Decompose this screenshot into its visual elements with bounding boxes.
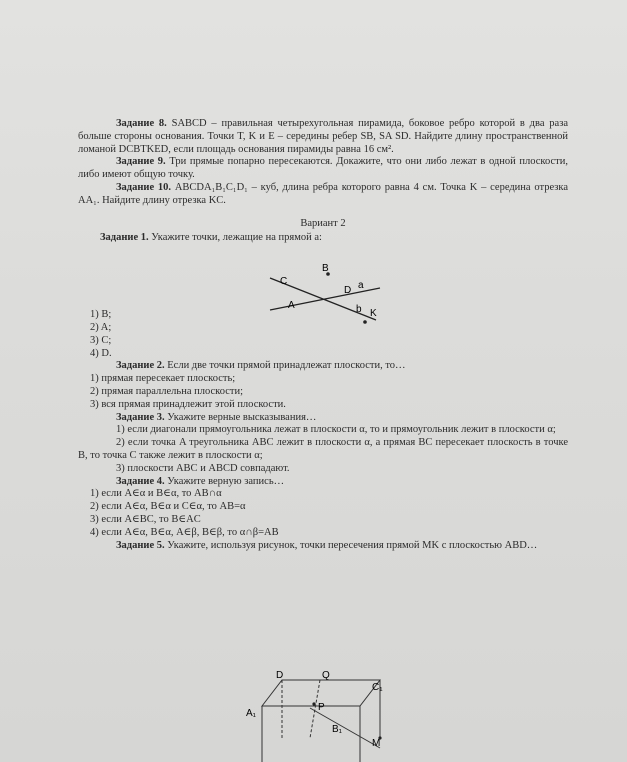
v2-task-2	[78, 360, 568, 373]
option: 3) плоскости ABC и ABCD совпадают.	[116, 462, 290, 474]
v2-task-3-options	[78, 424, 568, 475]
v2-task-4-options	[90, 488, 568, 539]
option: 2) если точка A треугольника ABC лежит в плоскости α, а прямая BC пересекает плоскость в точке B, то точка C также лежит в плоскости α;	[78, 437, 568, 461]
label-B1: B₁	[332, 724, 343, 735]
variant-title: Вариант 2	[300, 217, 346, 229]
label-C: C	[280, 276, 288, 287]
point-K	[363, 320, 367, 324]
point-P	[312, 702, 315, 705]
task-10	[78, 182, 568, 208]
option: 1) если A∈α и B∈α, то AB∩α	[90, 488, 222, 500]
label-D: D	[344, 285, 352, 296]
v2-task-2-options	[90, 373, 568, 411]
label-D: D	[276, 670, 284, 681]
v2-task-5-text: Укажите, используя рисунок, точки пересечения прямой MK с плоскостью ABD…	[167, 539, 538, 551]
v2-task-1-label: Задание 1.	[100, 232, 149, 244]
task-10-label: Задание 10.	[116, 181, 172, 193]
task-8-label: Задание 8.	[116, 118, 167, 129]
label-B: B	[322, 263, 329, 274]
line-MK	[310, 708, 380, 748]
v2-task-2-label: Задание 2.	[116, 360, 165, 372]
task-8	[78, 118, 568, 156]
option: 1) прямая пересекает плоскость;	[90, 373, 236, 385]
v2-task-5	[78, 540, 568, 553]
v2-task-4-text: Укажите верную запись…	[167, 475, 285, 487]
v2-task-1	[100, 232, 568, 245]
label-a: a	[358, 280, 364, 291]
task-8-text: SABCD – правильная четырехугольная пирамида, боковое ребро которой в два раза больше стороны основания. Точки T, K и E – середины ребер SB, SA SD. Найдите длину пространственной ломаной DCBTKED, если площадь основания пирамиды равна 16 см².	[78, 118, 568, 155]
option: 2) если A∈α, B∈α и C∈α, то AB=α	[90, 501, 246, 513]
option: 3) если A∈BC, то B∈AC	[90, 513, 201, 525]
label-A: A	[288, 300, 295, 311]
label-P: P	[318, 702, 325, 713]
label-M: M	[372, 738, 381, 749]
label-C1: C₁	[372, 682, 383, 693]
label-A1: A₁	[246, 708, 257, 719]
v2-task-1-text: Укажите точки, лежащие на прямой a:	[151, 232, 322, 244]
task-9	[78, 156, 568, 182]
task-5-cube-figure	[240, 668, 400, 762]
line-a	[270, 288, 380, 310]
v2-task-3-label: Задание 3.	[116, 411, 165, 423]
task-1-figure	[262, 262, 392, 336]
label-Q: Q	[322, 670, 330, 681]
v2-task-4-label: Задание 4.	[116, 475, 165, 487]
option: 2) прямая параллельна плоскости;	[90, 385, 244, 397]
task-9-label: Задание 9.	[116, 156, 166, 168]
label-b: b	[356, 304, 362, 315]
task-9-text: Три прямые попарно пересекаются. Докажите, что они либо лежат в одной плоскости, либо имеют общую точку.	[78, 156, 569, 181]
option: 4) D.	[90, 347, 112, 359]
option: 3) вся прямая принадлежит этой плоскости.	[90, 398, 286, 410]
option: 3) C;	[90, 334, 112, 346]
option: 2) A;	[90, 321, 112, 333]
option: 4) если A∈α, B∈α, A∈β, B∈β, то α∩β=AB	[90, 526, 279, 538]
v2-task-4	[78, 476, 568, 489]
option: 1) если диагонали прямоугольника лежат в плоскости α, то и прямоугольник лежит в плоскости α;	[116, 424, 556, 436]
option: 1) B;	[90, 309, 112, 321]
v2-task-3	[78, 412, 568, 425]
label-K: K	[370, 308, 377, 319]
task-10-text: ABCDA₁B₁C₁D₁ – куб, длина ребра которого равна 4 см. Точка K – середина отрезка AA₁. Найдите длину отрезка KC.	[78, 181, 568, 206]
v2-task-3-text: Укажите верные высказывания…	[167, 411, 317, 423]
v2-task-2-text: Если две точки прямой принадлежат плоскости, то…	[167, 360, 406, 372]
v2-task-5-label: Задание 5.	[116, 539, 165, 551]
